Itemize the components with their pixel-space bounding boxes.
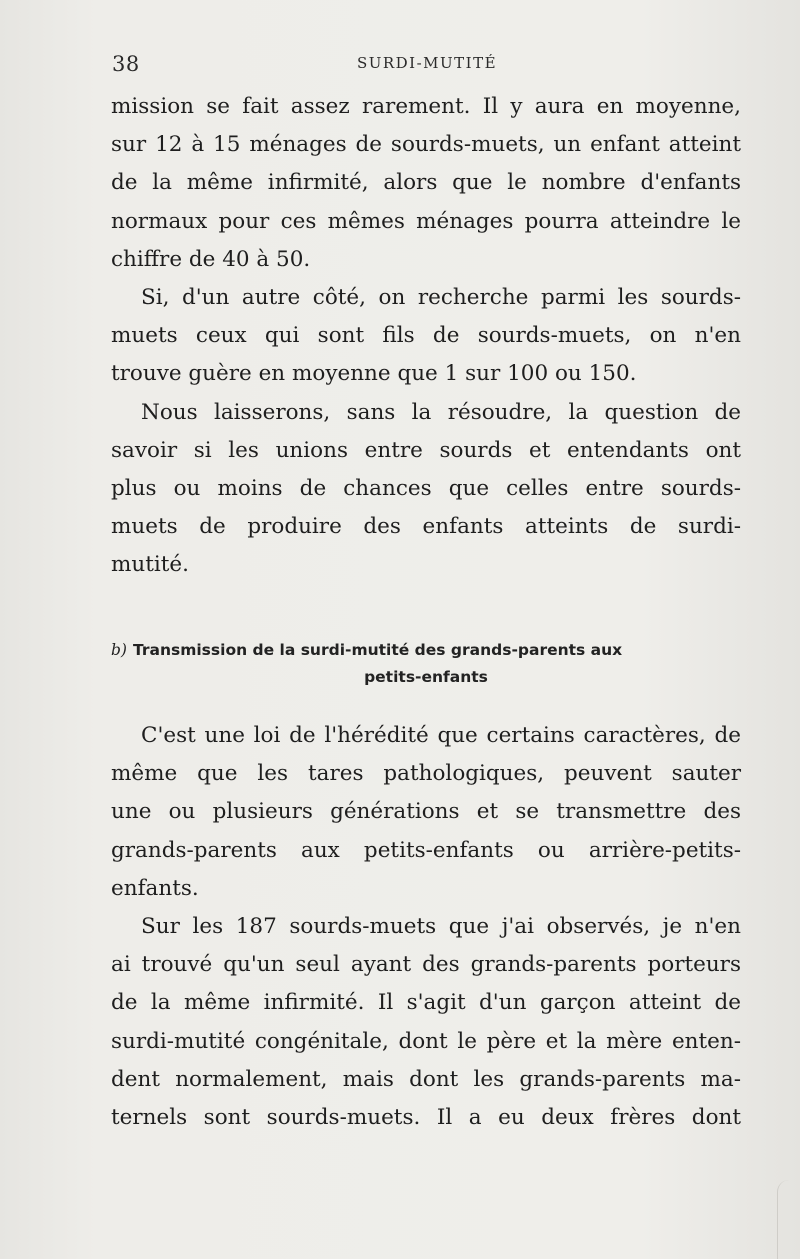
section-letter: b): [111, 641, 127, 659]
text-line: C'est une loi de l'hérédité que certains caractères, de: [141, 723, 741, 748]
text-line: chiffre de 40 à 50.: [111, 246, 311, 272]
text-line: plus ou moins de chances que celles entre sourds-: [111, 475, 741, 501]
text-line: ai trouvé qu'un seul ayant des grands-parents porteurs: [111, 952, 741, 978]
text-line: une ou plusieurs générations et se transmettre des: [111, 799, 741, 825]
paragraph-5: [111, 908, 741, 1137]
section-heading-text-1: Transmission de la surdi-mutité des grands-parents aux: [132, 641, 623, 659]
text-block-top: [111, 88, 741, 584]
paragraph-3: [111, 394, 741, 585]
text-line: Si, d'un autre côté, on recherche parmi les sourds-: [141, 284, 741, 310]
text-line: grands-parents aux petits-enfants ou arrière-petits-: [111, 837, 741, 863]
page-edge-shadow: [777, 1180, 800, 1259]
text-line: dent normalement, mais dont les grands-parents ma-: [111, 1066, 741, 1092]
text-block-bottom: [111, 717, 741, 1137]
text-line: Nous laisserons, sans la résoudre, la question de: [141, 399, 741, 425]
text-line: savoir si les unions entre sourds et entendants ont: [111, 437, 741, 463]
page-header: [112, 52, 742, 78]
section-heading: [111, 637, 741, 691]
text-line: trouve guère en moyenne que 1 sur 100 ou 150.: [111, 361, 637, 387]
running-title: SURDI-MUTITÉ: [356, 54, 498, 72]
text-line: normaux pour ces mêmes ménages pourra atteindre le: [111, 208, 741, 234]
text-line: même que les tares pathologiques, peuvent sauter: [111, 761, 741, 787]
section-heading-line-2: petits-enfants: [364, 668, 488, 686]
text-line: ternels sont sourds-muets. Il a eu deux frères dont: [111, 1104, 741, 1130]
text-line: sur 12 à 15 ménages de sourds-muets, un enfant atteint: [111, 132, 741, 158]
section-heading-line-1: [111, 637, 741, 664]
text-line: de la même infirmité. Il s'agit d'un garçon atteint de: [111, 990, 741, 1016]
text-line: mutité.: [111, 552, 189, 578]
text-line: muets ceux qui sont fils de sourds-muets, on n'en: [111, 323, 741, 349]
paragraph-1: [111, 88, 741, 279]
text-line: Sur les 187 sourds-muets que j'ai observés, je n'en: [141, 913, 741, 939]
text-line: surdi-mutité congénitale, dont le père et la mère enten-: [111, 1028, 741, 1054]
page-number: 38: [112, 52, 140, 76]
paragraph-4: [111, 717, 741, 908]
text-line: muets de produire des enfants atteints de surdi-: [111, 514, 741, 540]
text-line: enfants.: [111, 875, 199, 901]
paragraph-2: [111, 279, 741, 394]
text-line: de la même infirmité, alors que le nombre d'enfants: [111, 170, 741, 196]
text-line: mission se fait assez rarement. Il y aura en moyenne,: [111, 94, 741, 119]
